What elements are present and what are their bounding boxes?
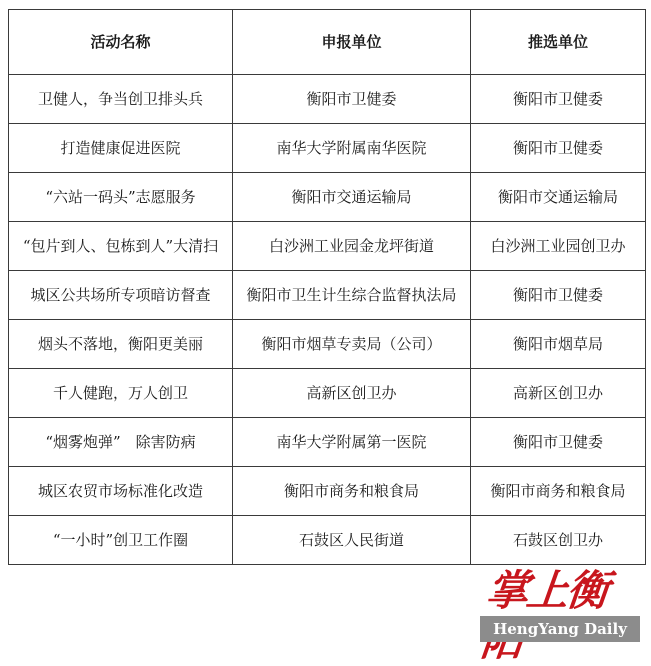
cell-applicant-unit: 衡阳市卫健委	[233, 75, 471, 124]
cell-nominating-unit: 衡阳市卫健委	[471, 418, 646, 467]
cell-activity-name: 城区公共场所专项暗访督查	[9, 271, 233, 320]
cell-activity-name: 城区农贸市场标准化改造	[9, 467, 233, 516]
header-activity-name: 活动名称	[9, 10, 233, 75]
table-row	[9, 222, 646, 271]
cell-activity-name: 千人健跑，万人创卫	[9, 369, 233, 418]
cell-activity-name: “包片到人、包栋到人”大清扫	[9, 222, 233, 271]
table-row	[9, 320, 646, 369]
activity-table	[8, 9, 646, 565]
table-header	[9, 10, 646, 75]
cell-applicant-unit: 衡阳市交通运输局	[233, 173, 471, 222]
logo-calligraphy-text: 掌上衡阳	[484, 566, 610, 615]
header-nominating-unit: 推选单位	[471, 10, 646, 75]
table-row	[9, 369, 646, 418]
cell-applicant-unit: 石鼓区人民街道	[233, 516, 471, 565]
cell-nominating-unit: 高新区创卫办	[471, 369, 646, 418]
cell-activity-name: “一小时”创卫工作圈	[9, 516, 233, 565]
logo-banner: HengYang Daily	[480, 616, 640, 642]
table-row	[9, 418, 646, 467]
cell-activity-name: 烟头不落地，衡阳更美丽	[9, 320, 233, 369]
table-row	[9, 271, 646, 320]
cell-nominating-unit: 衡阳市卫健委	[471, 75, 646, 124]
table-row	[9, 75, 646, 124]
table-row	[9, 173, 646, 222]
table-row	[9, 124, 646, 173]
cell-nominating-unit: 白沙洲工业园创卫办	[471, 222, 646, 271]
hengyang-daily-logo	[480, 566, 642, 644]
cell-nominating-unit: 衡阳市烟草局	[471, 320, 646, 369]
header-row	[9, 10, 646, 75]
cell-applicant-unit: 高新区创卫办	[233, 369, 471, 418]
cell-nominating-unit: 衡阳市交通运输局	[471, 173, 646, 222]
cell-nominating-unit: 石鼓区创卫办	[471, 516, 646, 565]
cell-activity-name: 卫健人，争当创卫排头兵	[9, 75, 233, 124]
cell-nominating-unit: 衡阳市卫健委	[471, 271, 646, 320]
cell-activity-name: “烟雾炮弹” 除害防病	[9, 418, 233, 467]
table-row	[9, 467, 646, 516]
cell-activity-name: 打造健康促进医院	[9, 124, 233, 173]
cell-applicant-unit: 白沙洲工业园金龙坪街道	[233, 222, 471, 271]
cell-applicant-unit: 衡阳市卫生计生综合监督执法局	[233, 271, 471, 320]
header-applicant-unit: 申报单位	[233, 10, 471, 75]
table-body	[9, 75, 646, 565]
cell-applicant-unit: 南华大学附属南华医院	[233, 124, 471, 173]
cell-nominating-unit: 衡阳市卫健委	[471, 124, 646, 173]
table-row	[9, 516, 646, 565]
cell-activity-name: “六站一码头”志愿服务	[9, 173, 233, 222]
cell-applicant-unit: 衡阳市烟草专卖局（公司）	[233, 320, 471, 369]
cell-applicant-unit: 南华大学附属第一医院	[233, 418, 471, 467]
cell-applicant-unit: 衡阳市商务和粮食局	[233, 467, 471, 516]
cell-nominating-unit: 衡阳市商务和粮食局	[471, 467, 646, 516]
